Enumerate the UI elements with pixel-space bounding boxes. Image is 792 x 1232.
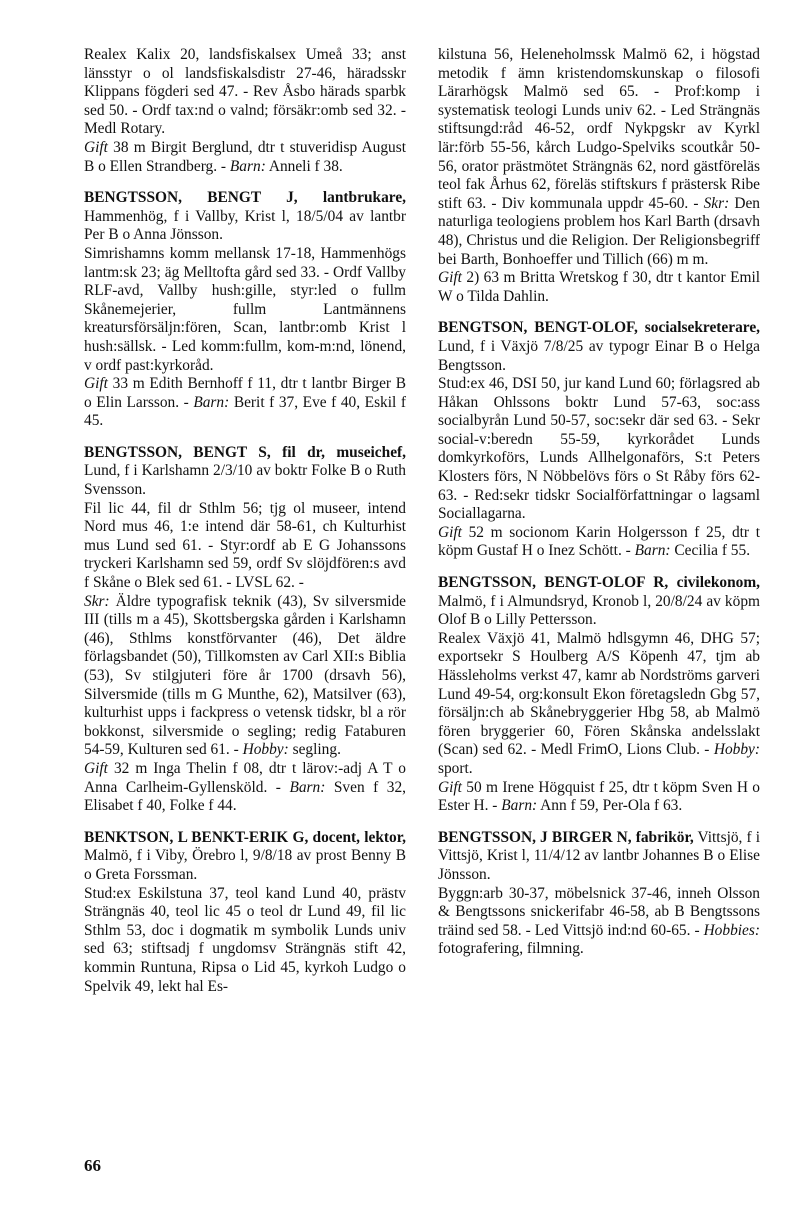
entry-headword: BENGTSON, BENGT-OLOF, socialsekreterare, — [438, 319, 760, 337]
entry-paragraph — [438, 319, 760, 375]
entry-label: Gift — [84, 759, 108, 777]
entry-label: Gift — [438, 778, 462, 796]
entry-label: Hobby: — [242, 741, 289, 759]
entry-text: 52 m socionom Karin Holgersson f 25, dtr t köpm Gustaf H o Inez Schött. - — [438, 523, 760, 560]
entry-label: Gift — [438, 269, 462, 287]
entry-text: 2) 63 m Britta Wretskog f 30, dtr t kantor Emil W o Tilda Dahlin. — [438, 269, 760, 305]
biography-entry — [438, 319, 760, 561]
entry-paragraph — [84, 444, 406, 500]
left-column — [84, 46, 406, 996]
entry-paragraph — [438, 829, 760, 885]
entry-paragraph — [84, 245, 406, 375]
entry-text: Stud:ex 46, DSI 50, jur kand Lund 60; förlagsred ab Håkan Ohlssons boktr Lund 57-63, soc:ass socialbyrån Lund 50-57, soc:sekr där sed 63. - Sekr social-v:beredn 55-59, kyrkorådet Lunds domkyrkoförs, Lunds Allhelgonaförs, S:t Peters Klosters förs, N Nöbbelövs förs o St Råby förs 62-63. - Red:sekr tidskr Socialförfattningar o lagsaml Sociallagarna. — [438, 375, 760, 523]
biography-entry — [438, 829, 760, 959]
entry-text: Sven f 32, Elisabet f 40, Folke f 44. — [84, 778, 406, 815]
entry-text: Realex Kalix 20, landsfiskalsex Umeå 33; anst länsstyr o ol landsfiskalsdistr 27-46, häradsskr Klippans fögderi sed 47. - Rev Åsbo härads sparbk sed 50. - Ordf tax:nd o valnd; försäkr:omb sed 32. - Medl Rotary. — [84, 46, 406, 138]
entry-paragraph — [438, 574, 760, 630]
entry-label: Gift — [84, 138, 108, 156]
entry-headword: BENKTSON, L BENKT-ERIK G, docent, lektor, — [84, 828, 406, 846]
entry-label: Skr: — [703, 194, 730, 212]
entry-label: Barn: — [193, 393, 230, 411]
biography-entry — [84, 829, 406, 996]
entry-paragraph — [84, 139, 406, 176]
entry-headword: BENGTSSON, J BIRGER N, fabrikör, — [438, 828, 694, 846]
entry-label: Hobbies: — [703, 921, 760, 939]
entry-headword: BENGTSSON, BENGT J, lantbrukare, — [84, 189, 406, 207]
entry-text: Byggn:arb 30-37, möbelsnick 37-46, inneh Olsson & Bengtssons snickerifabr 46-58, ab B Bengtssons träind sed 58. - Led Vittsjö ind:nd 60-65. - — [438, 884, 760, 939]
entry-headword: BENGTSSON, BENGT S, fil dr, museichef, — [84, 443, 406, 461]
entry-headword: BENGTSSON, BENGT-OLOF R, civilekonom, — [438, 574, 760, 592]
entry-paragraph — [84, 375, 406, 431]
entry-text: Fil lic 44, fil dr Sthlm 56; tjg ol museer, intend Nord mus 46, 1:e intend där 58-61, ch Kulturhist mus Lund sed 61. - Styr:ordf ab E G Johanssons tryckeri Karlshamn sed 59, ordf Sv slöjdfören:s avd f Skåne o Blek sed 61. - LVSL 62. - — [84, 499, 406, 592]
entry-text: Lund, f i Karlshamn 2/3/10 av boktr Folke B o Ruth Svensson. — [84, 462, 406, 499]
entry-text: 50 m Irene Högquist f 25, dtr t köpm Sven H o Ester H. - — [438, 778, 760, 815]
biography-entry — [84, 444, 406, 816]
entry-paragraph — [84, 885, 406, 997]
entry-text: Anneli f 38. — [265, 157, 343, 175]
entry-label: Hobby: — [713, 741, 760, 759]
entry-text: Cecilia f 55. — [670, 542, 751, 560]
entry-text: Hammenhög, f i Vallby, Krist l, 18/5/04 av lantbr Per B o Anna Jönsson. — [84, 207, 406, 244]
entry-text: Malmö, f i Almundsryd, Kronob l, 20/8/24 av köpm Olof B o Lilly Pettersson. — [438, 592, 760, 629]
entry-label: Barn: — [634, 542, 671, 560]
entry-label: Barn: — [289, 778, 326, 796]
entry-paragraph — [438, 630, 760, 779]
entry-text: 33 m Edith Bernhoff f 11, dtr t lantbr Birger B o Elin Larsson. - — [84, 375, 406, 411]
entry-text: Berit f 37, Eve f 40, Eskil f 45. — [84, 393, 406, 430]
biography-entry — [84, 189, 406, 431]
page-number: 66 — [84, 1156, 101, 1175]
entry-paragraph — [84, 593, 406, 760]
entry-label: Barn: — [501, 797, 538, 815]
entry-paragraph — [438, 524, 760, 561]
entry-paragraph — [438, 885, 760, 959]
right-column — [438, 46, 760, 959]
biography-entry-continuation — [438, 46, 760, 306]
entry-label: Gift — [438, 523, 462, 541]
entry-text: fotografering, filmning. — [438, 940, 584, 958]
entry-text: Ann f 59, Per-Ola f 63. — [537, 797, 683, 815]
biography-entry-continuation — [84, 46, 406, 176]
entry-paragraph — [84, 189, 406, 245]
entry-paragraph — [438, 779, 760, 816]
entry-label: Barn: — [229, 157, 266, 175]
entry-text: Vittsjö, f i Vittsjö, Krist l, 11/4/12 av lantbr Johannes B o Elise Jönsson. — [438, 828, 760, 883]
entry-text: Realex Växjö 41, Malmö hdlsgymn 46, DHG 57; exportsekr S Houlberg A/S Köpenh 47, tjm ab Hässleholms verkst 47, kamr ab Nordströms garveri Lund 49-54, org:konsult Ekon företagsledn Gbg 57, försäljn:ch ab Skånebryggerier Hbg 58, ab Malmö fören bryggerier 60, Fören Skånska andelsslakt (Scan) sed 62. - Medl FrimO, Lions Club. - — [438, 629, 760, 759]
entry-paragraph — [84, 829, 406, 885]
entry-text: Lund, f i Växjö 7/8/25 av typogr Einar B o Helga Bengtsson. — [438, 337, 760, 374]
entry-paragraph — [84, 500, 406, 593]
entry-paragraph — [438, 375, 760, 524]
entry-text: Stud:ex Eskilstuna 37, teol kand Lund 40, prästv Strängnäs 40, teol lic 45 o teol dr Lund 49, fil lic Sthlm 53, doc i dogmatik m symbolik Lunds univ sed 63; stiftsadj f ungdomsv Strängnäs stift 42, kommin Runtuna, Ripsa o Lid 45, kyrkoh Ludgo o Spelvik 49, lekt hal Es- — [84, 884, 406, 995]
entry-paragraph — [438, 46, 760, 269]
entry-text: segling. — [288, 741, 341, 759]
entry-paragraph — [84, 46, 406, 139]
entry-text: Simrishamns komm mellansk 17-18, Hammenhögs lantm:sk 23; äg Melltofta gård sed 33. - Ordf Vallby RLF-avd, Vallby hush:gille, styr:led o fullm Skånemejerier, fullm Lantmännens kreatursförsäljn:fören, Scan, lantbr:omb Krist l hush:sällsk. - Led komm:fullm, kom-m:nd, lönend, v ordf past:kyrkoråd. — [84, 244, 406, 374]
entry-text: sport. — [438, 759, 473, 777]
entry-label: Gift — [84, 375, 108, 393]
entry-text: Den naturliga teologiens problem hos Karl Barth (drsavh 48), Christus und die Religion. Der Religionsbegriff bei Barth, Bonhoeffer und Tillich (66) m m. — [438, 194, 760, 268]
entry-text: Äldre typografisk teknik (43), Sv silversmide III (tills m a 45), Skottsbergska gården i Karlshamn (46), Sthlms konstförvanter (46), Det äldre förlagsbandet (50), Tillkomsten av Carl XII:s Biblia (53), Sv stilgjuteri före år 1700 (drsavh 56), Silversmide (tills m G Munthe, 62), Matsilver (63), kulturhist upps i fackpress o vetensk tidskr, bl a rör bokkonst, silversmide o segling; redig Fataburen 54-59, Kulturen sed 61. - — [84, 592, 406, 759]
entry-text: 32 m Inga Thelin f 08, dtr t lärov:-adj A T o Anna Carlheim-Gyllensköld. - — [84, 759, 406, 796]
entry-paragraph — [438, 269, 760, 306]
entry-text: Malmö, f i Viby, Örebro l, 9/8/18 av prost Benny B o Greta Forssman. — [84, 847, 406, 883]
entry-text: kilstuna 56, Heleneholmssk Malmö 62, i högstad metodik f ämn kristendomskunskap o filosofi Lärarhögsk Malmö sed 65. - Prof:komp i systematisk teologi Lunds univ 62. - Led Strängnäs stiftsungd:råd 46-52, ordf Nykpgskr av Kyrkl lär:förb 55-56, kårch Ludgo-Spelviks scoutkår 50-56, orator prästmötet Strängnäs 62, nord gästföreläs teol fak Århus 62, föreläs stiftskurs f prästersk Ribe stift 63. - Div kommunala uppdr 45-60. - — [438, 46, 760, 212]
entry-paragraph — [84, 760, 406, 816]
biography-entry — [438, 574, 760, 816]
entry-label: Skr: — [84, 592, 110, 610]
entry-text: 38 m Birgit Berglund, dtr t stuveridisp August B o Ellen Strandberg. - — [84, 138, 406, 175]
